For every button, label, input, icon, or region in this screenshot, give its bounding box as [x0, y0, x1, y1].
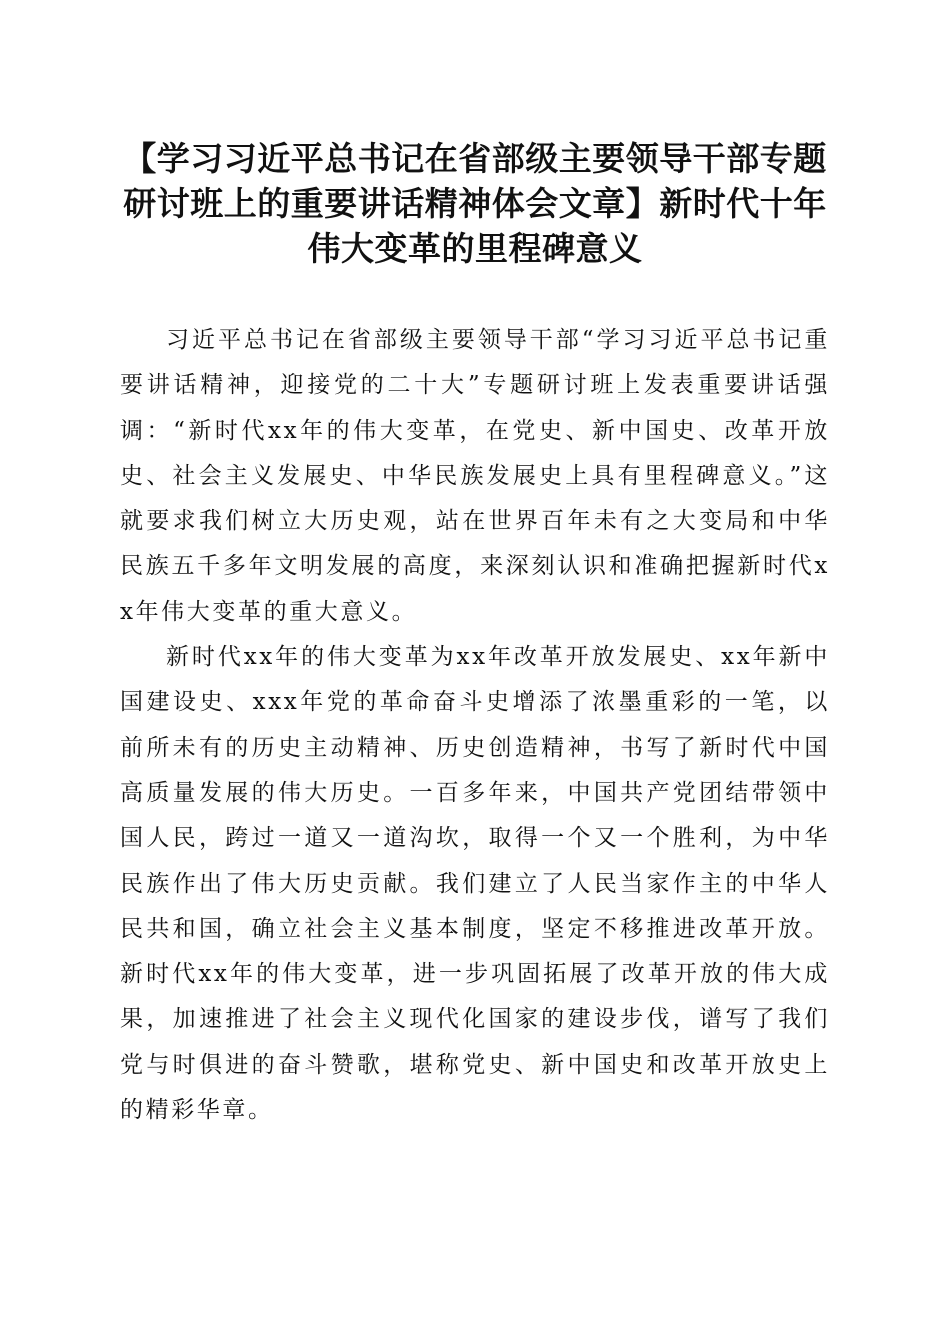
- document-title: 【学习习近平总书记在省部级主要领导干部专题研讨班上的重要讲话精神体会文章】新时代十年伟大变革的里程碑意义: [123, 139, 827, 268]
- document-body: [120, 318, 830, 1133]
- paragraph-1: 习近平总书记在省部级主要领导干部“学习习近平总书记重要讲话精神，迎接党的二十大”专题研讨班上发表重要讲话强调：“新时代xx年的伟大变革，在党史、新中国史、改革开放史、社会主义发展史、中华民族发展史上具有里程碑意义。”这就要求我们树立大历史观，站在世界百年未有之大变局和中华民族五千多年文明发展的高度，来深刻认识和准确把握新时代xx年伟大变革的重大意义。: [120, 327, 830, 625]
- paragraph-2: 新时代xx年的伟大变革为xx年改革开放发展史、xx年新中国建设史、xxx年党的革命奋斗史增添了浓墨重彩的一笔，以前所未有的历史主动精神、历史创造精神，书写了新时代中国高质量发展的伟大历史。一百多年来，中国共产党团结带领中国人民，跨过一道又一道沟坎，取得一个又一个胜利，为中华民族作出了伟大历史贡献。我们建立了人民当家作主的中华人民共和国，确立社会主义基本制度，坚定不移推进改革开放。新时代xx年的伟大变革，进一步巩固拓展了改革开放的伟大成果，加速推进了社会主义现代化国家的建设步伐，谱写了我们党与时俱进的奋斗赞歌，堪称党史、新中国史和改革开放史上的精彩华章。: [120, 644, 830, 1124]
